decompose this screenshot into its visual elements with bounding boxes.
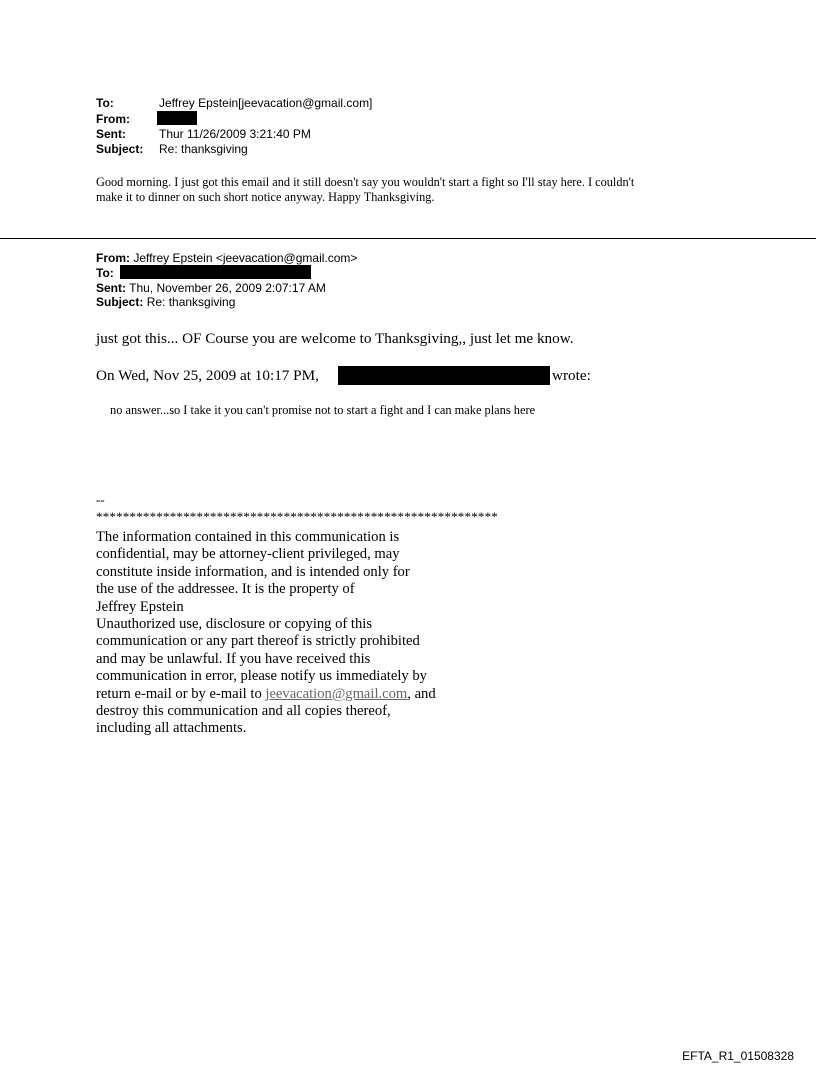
sent-label: Sent: xyxy=(96,127,126,141)
signature-stars: ************************************************************ xyxy=(96,509,498,524)
subject-label: Subject: xyxy=(96,142,144,156)
quote-intro xyxy=(96,367,319,385)
disclaimer-line: constitute inside information, and is intended only for xyxy=(96,563,410,580)
subject-value: Re: thanksgiving xyxy=(159,142,248,156)
email-body-1 xyxy=(96,175,634,205)
disclaimer-line: communication or any part thereof is strictly prohibited xyxy=(96,633,420,650)
subject-label: Subject: xyxy=(96,295,144,309)
to-label: To: xyxy=(96,96,114,110)
sent-row-2 xyxy=(96,282,326,295)
disclaimer-line: Unauthorized use, disclosure or copying of this xyxy=(96,616,373,633)
from-row-2 xyxy=(96,252,357,265)
from-label: From: xyxy=(96,112,130,126)
from-value: Jeffrey Epstein <jeevacation@gmail.com> xyxy=(133,251,358,265)
reply-text: just got this... OF Course you are welcome to Thanksgiving,, just let me know. xyxy=(96,330,574,347)
subject-row-2 xyxy=(96,296,235,309)
sent-value: Thu, November 26, 2009 2:07:17 AM xyxy=(129,281,326,295)
document-id: EFTA_R1_01508328 xyxy=(682,1049,794,1063)
disclaimer-line: and may be unlawful. If you have received this xyxy=(96,650,371,667)
email-line-suffix: , and xyxy=(407,685,436,702)
quoted-text: no answer...so I take it you can't promise not to start a fight and I can make plans here xyxy=(110,403,536,417)
disclaimer-line: the use of the addressee. It is the property of xyxy=(96,581,355,598)
disclaimer-line: Jeffrey Epstein xyxy=(96,598,184,615)
from-label: From: xyxy=(96,251,130,265)
redaction-box xyxy=(157,111,197,125)
disclaimer-line: communication in error, please notify us immediately by xyxy=(96,668,427,685)
signature-dashes: -- xyxy=(96,492,105,507)
disclaimer-line: destroy this communication and all copies thereof, xyxy=(96,703,391,720)
redaction-box xyxy=(338,366,550,385)
to-row-2 xyxy=(96,267,114,280)
disclaimer-line: confidential, may be attorney-client privileged, may xyxy=(96,546,400,563)
to-label: To: xyxy=(96,266,114,280)
separator-line xyxy=(0,238,816,239)
redaction-box xyxy=(120,265,311,279)
disclaimer-line: The information contained in this communication is xyxy=(96,529,400,545)
sent-value: Thur 11/26/2009 3:21:40 PM xyxy=(159,127,311,141)
email-link[interactable]: jeevacation@gmail.com xyxy=(265,685,408,702)
sent-label: Sent: xyxy=(96,281,126,295)
email-line-prefix: return e-mail or by e-mail to xyxy=(96,685,266,702)
quote-intro-suffix: wrote: xyxy=(552,367,591,384)
subject-value: Re: thanksgiving xyxy=(146,295,236,309)
to-value: Jeffrey Epstein[jeevacation@gmail.com] xyxy=(159,96,373,110)
disclaimer-email-line xyxy=(96,686,436,703)
body-line: Good morning. I just got this email and it still doesn't say you wouldn't start a fight so I'll stay here. I couldn't xyxy=(96,175,635,189)
quote-intro-prefix: On Wed, Nov 25, 2009 at 10:17 PM, xyxy=(96,367,319,384)
body-line: make it to dinner on such short notice anyway. Happy Thanksgiving. xyxy=(96,190,435,204)
disclaimer-line: including all attachments. xyxy=(96,720,247,737)
disclaimer xyxy=(96,529,436,738)
